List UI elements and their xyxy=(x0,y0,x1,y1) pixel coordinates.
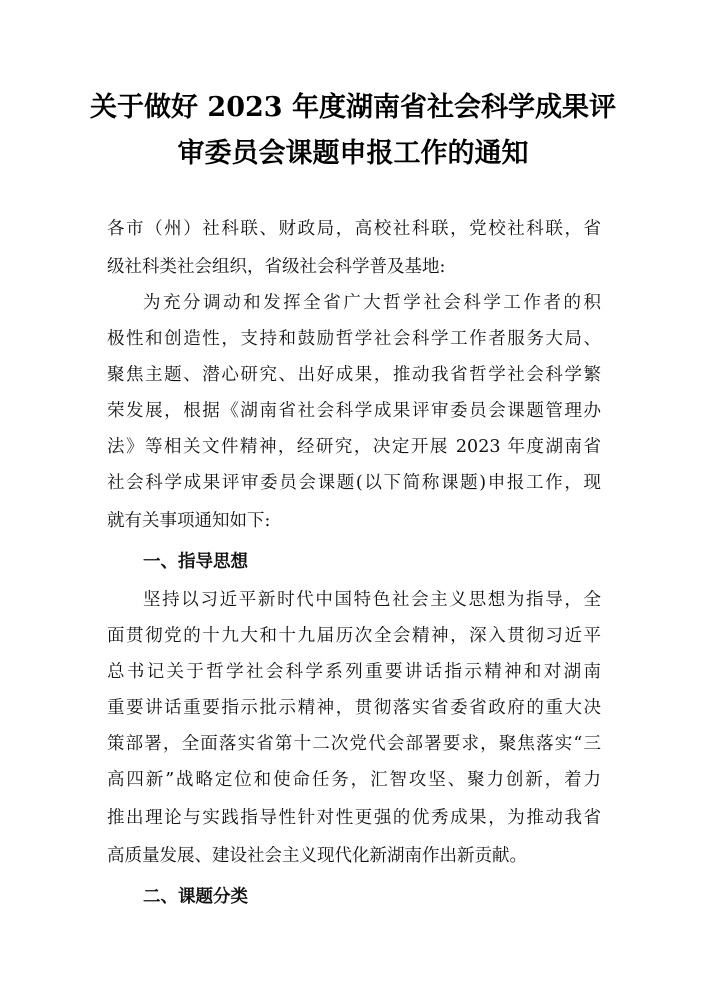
salutation-line-2: 级社科类社会组织，省级社会科学普及基地: xyxy=(107,257,446,277)
section-1-line-6: 高四新”战略定位和使命任务，汇智攻坚、聚力创新，着力 xyxy=(107,770,601,790)
intro-line-1: 为充分调动和发挥全省广大哲学社会科学工作者的积 xyxy=(143,293,601,313)
section-1-line-3: 总书记关于哲学社会科学系列重要讲话指示精神和对湖南 xyxy=(107,662,601,682)
section-1-heading: 一、指导思想 xyxy=(143,552,248,572)
section-1-line-4: 重要讲话重要指示批示精神，贯彻落实省委省政府的重大决 xyxy=(107,698,601,718)
intro-line-3: 聚焦主题、潜心研究、出好成果，推动我省哲学社会科学繁 xyxy=(107,365,601,385)
intro-line-4: 荣发展，根据《湖南省社会科学成果评审委员会课题管理办 xyxy=(107,401,601,421)
intro-line-6: 社会科学成果评审委员会课题(以下简称课题)申报工作，现 xyxy=(107,473,601,493)
intro-line-2: 极性和创造性，支持和鼓励哲学社会科学工作者服务大局、 xyxy=(107,329,601,349)
section-1-line-8: 高质量发展、建设社会主义现代化新湖南作出新贡献。 xyxy=(107,846,527,866)
intro-line-5: 法》等相关文件精神，经研究，决定开展 2023 年度湖南省 xyxy=(107,437,601,457)
section-1-line-7: 推出理论与实践指导性针对性更强的优秀成果，为推动我省 xyxy=(107,808,601,828)
document-title-line-2: 审委员会课题申报工作的通知 xyxy=(177,138,529,169)
section-1-line-5: 策部署，全面落实省第十二次党代会部署要求，聚焦落实“三 xyxy=(107,734,601,754)
section-1-line-1: 坚持以习近平新时代中国特色社会主义思想为指导，全 xyxy=(143,590,601,610)
intro-line-7: 就有关事项通知如下: xyxy=(107,511,271,531)
document-title-line-1: 关于做好 2023 年度湖南省社会科学成果评 xyxy=(90,92,616,123)
section-2-heading: 二、课题分类 xyxy=(143,887,248,907)
salutation-line-1: 各市（州）社科联、财政局，高校社科联，党校社科联，省 xyxy=(107,219,601,239)
section-1-line-2: 面贯彻党的十九大和十九届历次全会精神，深入贯彻习近平 xyxy=(107,626,601,646)
